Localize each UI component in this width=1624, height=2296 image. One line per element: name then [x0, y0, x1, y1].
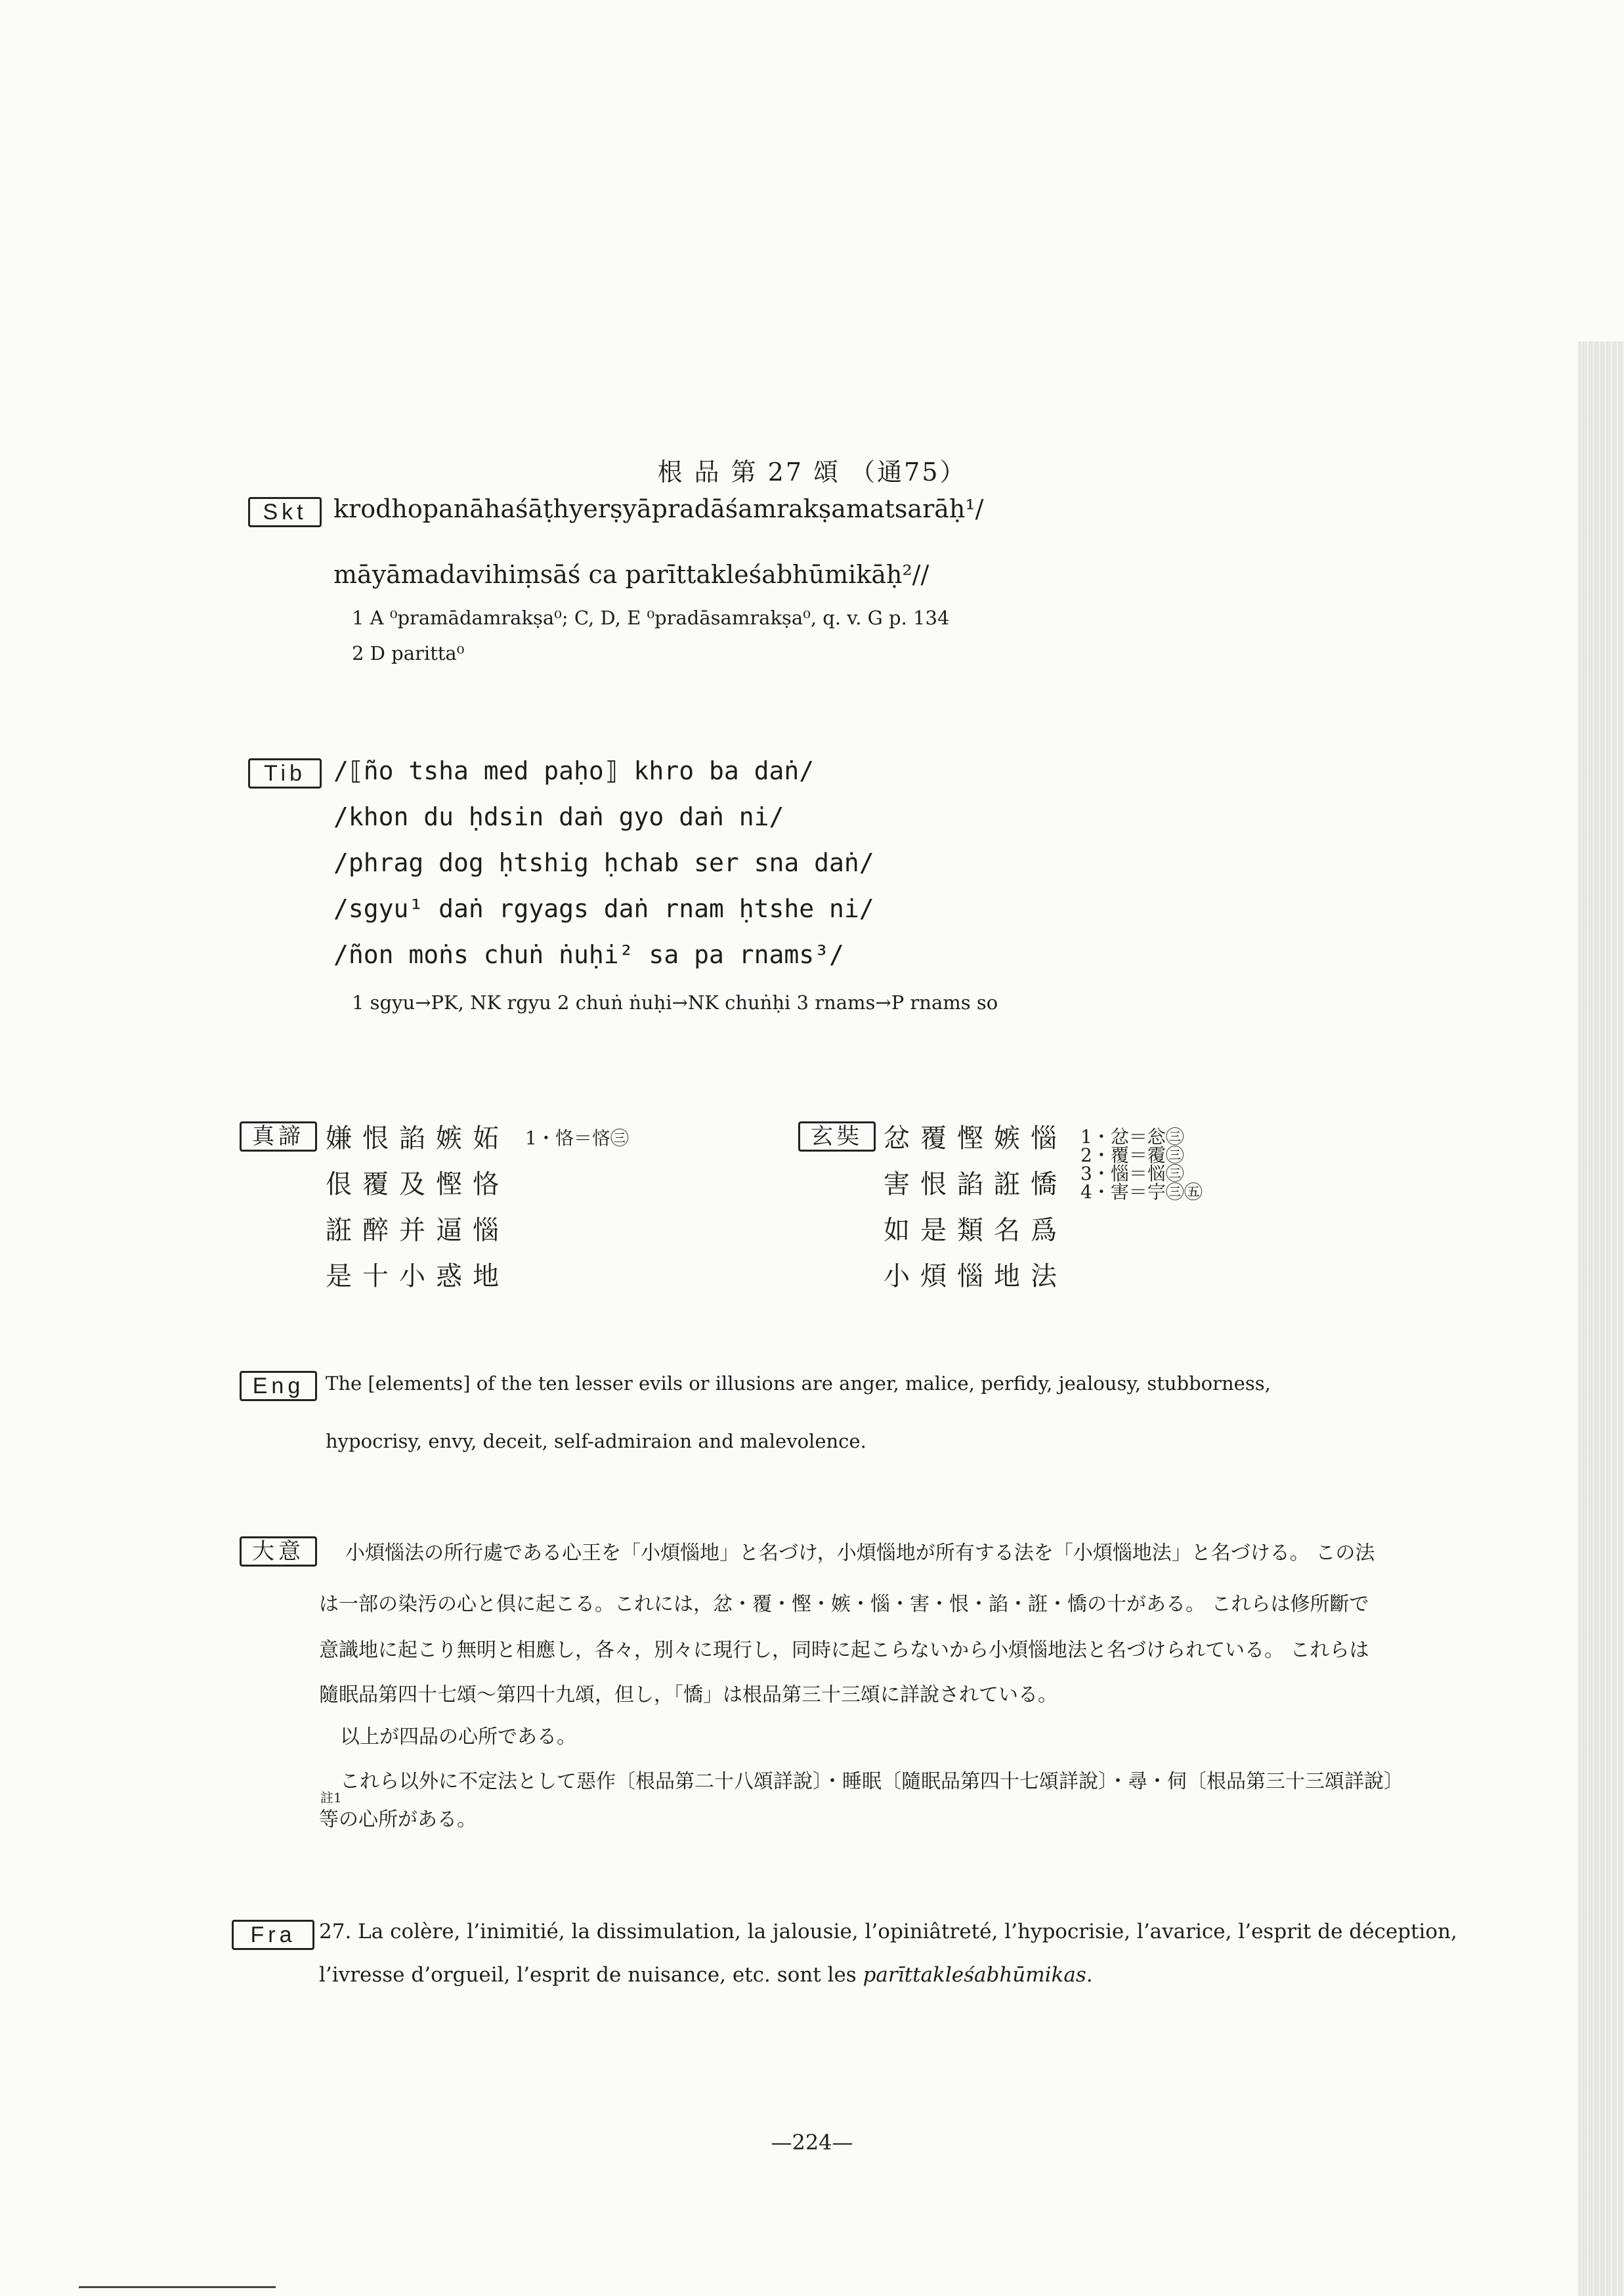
skt-note-2: 2 D paritta⁰ [352, 642, 465, 664]
tai-line-6: これら以外に不定法として惡作〔根品第二十八頌詳說〕・睡眠〔隨眠品第四十七頌詳說〕・尋・伺〔根品第三十三頌詳說〕 [340, 1770, 1403, 1793]
xuan-line-2: 害恨諂誑憍 [884, 1169, 1067, 1200]
tib-notes: 1 sgyu→PK, NK rgyu 2 chuṅ ṅuḥi→NK chuṅḥi 3 rnams→P rnams so [352, 991, 998, 1014]
tai-note-mark: 註1 [320, 1790, 342, 1806]
xuan-note-3: 3・惱＝悩㊂ [1080, 1163, 1184, 1184]
zhen-line-4: 是十小惑地 [326, 1261, 509, 1291]
tai-line-4: 隨眠品第四十七頌～第四十九頌，但し，「憍」は根品第三十三頌に詳說されている。 [319, 1683, 1058, 1706]
tai-line-5: 以上が四品の心所である。 [340, 1725, 576, 1748]
tib-line-2: /khon du ḥdsin daṅ gyo daṅ ni/ [333, 802, 784, 831]
zhen-line-2: 佷覆及慳恪 [326, 1169, 509, 1200]
xuan-note-2: 2・覆＝䨱㊂ [1080, 1144, 1184, 1166]
bottom-rule [79, 2286, 276, 2288]
eng-line-1: The [elements] of the ten lesser evils or illusions are anger, malice, perfidy, jealousy, stubborness, [326, 1372, 1271, 1395]
tib-line-3: /phrag dog ḥtshig ḥchab ser sna daṅ/ [333, 848, 874, 877]
tai-line-3: 意識地に起こり無明と相應し，各々，別々に現行し，同時に起こらないから小煩惱地法と名づけられている。 これらは [319, 1639, 1369, 1662]
xuan-line-3: 如是類名爲 [884, 1215, 1067, 1245]
xuan-line-1: 忿覆慳嫉惱 [884, 1123, 1067, 1154]
tib-line-4: /sgyu¹ daṅ rgyags daṅ rnam ḥtshe ni/ [333, 894, 874, 923]
tag-xuan: 玄奘 [798, 1121, 876, 1152]
tai-line-2: は一部の染汚の心と倶に起こる。これには，忿・覆・慳・嫉・惱・害・恨・諂・誑・憍の十がある。 これらは修所斷で [319, 1593, 1369, 1616]
xuan-note-1: 1・忿＝忩㊂ [1080, 1126, 1184, 1148]
skt-note-1: 1 A ⁰pramādamrakṣa⁰; C, D, E ⁰pradāsamrakṣa⁰, q. v. G p. 134 [352, 607, 950, 629]
tai-line-7: 等の心所がある。 [319, 1808, 477, 1831]
tib-line-5: /ñon moṅs chuṅ ṅuḥi² sa pa rnams³/ [333, 940, 844, 969]
fra-line-1: 27. La colère, l’inimitié, la dissimulation, la jalousie, l’opiniâtreté, l’hypocrisie, l’avarice, l’esprit de déception, [319, 1920, 1457, 1943]
zhen-note: 1・恪＝悋㊂ [525, 1127, 629, 1149]
tag-tib: Tib [248, 758, 322, 789]
page-number: —224— [771, 2130, 853, 2155]
xuan-line-4: 小煩惱地法 [884, 1261, 1067, 1291]
skt-line-1: krodhopanāhaśāṭhyerṣyāpradāśamrakṣamatsarāḥ¹/ [333, 494, 984, 523]
eng-line-2: hypocrisy, envy, deceit, self-admiraion and malevolence. [326, 1430, 866, 1452]
fra-line-2-text: l’ivresse d’orgueil, l’esprit de nuisance, etc. sont les [319, 1963, 863, 1987]
tag-tai: 大意 [240, 1536, 317, 1567]
tag-eng: Eng [240, 1371, 317, 1401]
tag-skt: Skt [248, 497, 322, 527]
tai-line-1: 小煩惱法の所行處である心王を「小煩惱地」と名づけ，小煩惱地が所有する法を「小煩惱地法」と名づける。 この法 [345, 1542, 1375, 1565]
fra-line-2 [319, 1963, 1093, 1987]
fra-term-italic: parīttakleśabhūmikas. [863, 1963, 1093, 1987]
skt-line-2: māyāmadavihiṃsāś ca parīttakleśabhūmikāḥ²// [333, 560, 930, 589]
tag-fra: Fra [232, 1920, 314, 1950]
page-header: 根 品 第 27 頌 （通75） [657, 458, 967, 487]
zhen-line-1: 嫌恨諂嫉妬 [326, 1123, 509, 1154]
xuan-note-4: 4・害＝𡧃㊂㊄ [1080, 1181, 1203, 1203]
zhen-line-3: 誑醉并逼惱 [326, 1215, 509, 1245]
tib-line-1: /⟦ño tsha med paḥo⟧ khro ba daṅ/ [333, 756, 815, 785]
scanned-page-edge [1578, 341, 1624, 2296]
tag-zhen: 真諦 [240, 1121, 317, 1152]
